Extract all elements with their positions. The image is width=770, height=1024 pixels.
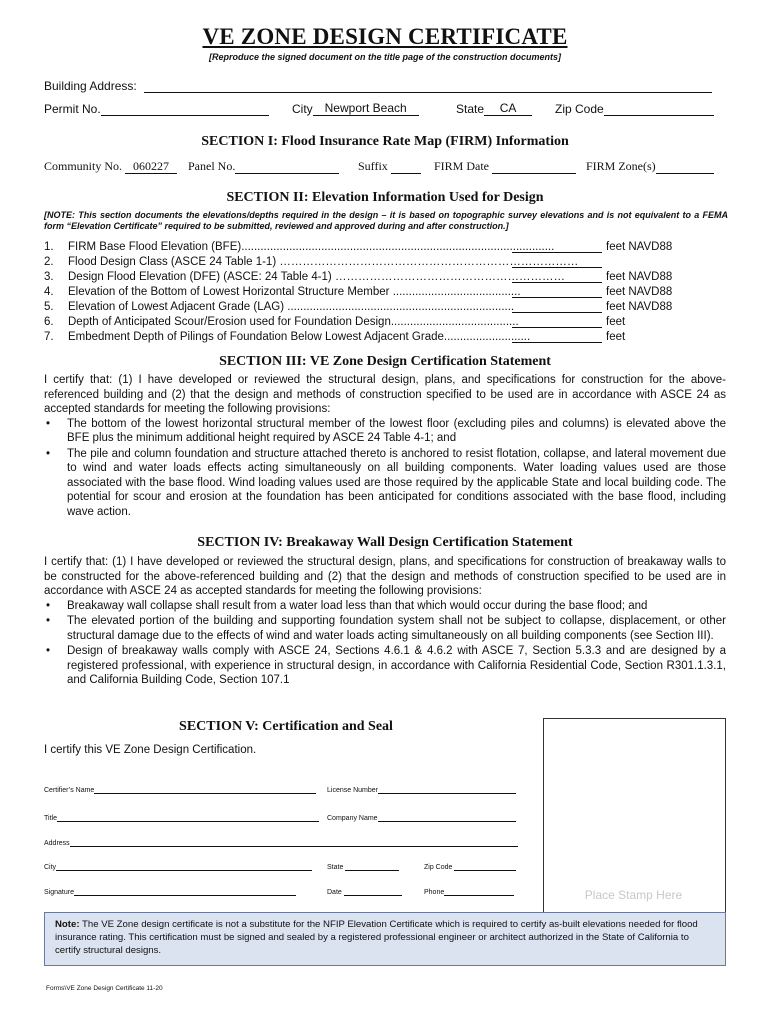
elevation-item-unit: feet NAVD88 <box>606 286 673 298</box>
bullet-icon: • <box>46 447 51 460</box>
footer-form-id: Forms\VE Zone Design Certificate 11-20 <box>46 985 163 992</box>
bullet-icon: • <box>46 417 51 430</box>
elevation-item-field[interactable] <box>512 285 602 298</box>
section-1-heading: SECTION I: Flood Insurance Rate Map (FIRM) Information <box>201 134 569 149</box>
elevation-item-unit: feet NAVD88 <box>606 241 673 253</box>
panel-field[interactable] <box>235 161 339 174</box>
section-3-body <box>44 373 726 519</box>
elevation-item-field[interactable] <box>512 330 602 343</box>
phone-row <box>424 886 514 896</box>
zip-label: Zip Code <box>555 102 604 116</box>
document-subtitle: [Reproduce the signed document on the title page of the construction documents] <box>208 52 561 62</box>
list-item <box>44 599 726 614</box>
firm-date-field[interactable] <box>492 161 576 174</box>
company-label: Company Name <box>327 815 378 822</box>
firm-zone-row <box>586 159 714 174</box>
phone-field[interactable] <box>444 886 514 896</box>
building-address-field[interactable] <box>144 80 712 93</box>
note-box <box>44 912 726 966</box>
certifier-name-field[interactable] <box>94 784 316 794</box>
cert-state-label: State <box>327 864 344 871</box>
firm-zone-label: FIRM Zone(s) <box>586 159 656 173</box>
elevation-item-number: 3. <box>44 271 54 283</box>
bullet-icon: • <box>46 599 51 612</box>
title-label: Title <box>44 815 57 822</box>
date-label: Date <box>327 889 342 896</box>
list-item-text: Design of breakaway walls comply with ASCE 24, Sections 4.6.1 & 4.6.2 with ASCE 7, Section 5.3.3 and are designed by a registered professional, with experience in structural design, in accordance with California Residential Code, Section R301.1.3.1, and California Building Code, Section 107.1 <box>67 645 726 686</box>
elevation-item-label: Elevation of the Bottom of Lowest Horizontal Structure Member ........................................ <box>68 286 521 298</box>
city-label: City <box>292 102 313 116</box>
city-field[interactable]: Newport Beach <box>313 102 419 116</box>
list-item-text: Breakaway wall collapse shall result from a water load less than that which would occur during the base flood; and <box>67 599 648 612</box>
list-item <box>44 447 726 520</box>
title-field[interactable] <box>57 812 319 822</box>
panel-label: Panel No. <box>188 159 236 173</box>
building-address-row <box>44 79 712 93</box>
section-5-heading: SECTION V: Certification and Seal <box>179 719 393 734</box>
elevation-item-number: 1. <box>44 241 54 253</box>
list-item-text: The pile and column foundation and structure attached thereto is anchored to resist flotation, collapse, and lateral movement due to wind and water loads effects acting simultaneously on all building components. Water loading values used are those associated with the base flood. Wind loading values used are those required by the applicable State and local building code. The potential for scour and erosion at the foundation has been anticipated for conditions associated with the base flood, including wave action. <box>67 447 726 518</box>
date-row <box>327 886 402 896</box>
elevation-item-label: FIRM Base Flood Elevation (BFE).................................................................................................. <box>68 241 555 253</box>
elevation-item <box>44 330 734 343</box>
elevation-item-label: Embedment Depth of Pilings of Foundation Below Lowest Adjacent Grade........................... <box>68 331 531 343</box>
section-4-heading: SECTION IV: Breakaway Wall Design Certification Statement <box>197 535 573 550</box>
elevation-item-number: 7. <box>44 331 54 343</box>
signature-row <box>44 886 296 896</box>
elevation-item <box>44 285 734 298</box>
panel-row <box>188 159 339 174</box>
elevation-item <box>44 255 734 268</box>
permit-field[interactable] <box>101 103 269 116</box>
elevation-item-label: Flood Design Class (ASCE 24 Table 1-1) …………………………………………………………………… <box>68 256 579 268</box>
suffix-field[interactable] <box>391 161 421 174</box>
certifier-name-row <box>44 784 316 794</box>
elevation-item-field[interactable] <box>512 270 602 283</box>
suffix-row <box>358 159 421 174</box>
signature-label: Signature <box>44 889 74 896</box>
community-field[interactable]: 060227 <box>125 160 177 174</box>
elevation-item-unit: feet NAVD88 <box>606 301 673 313</box>
state-row <box>456 102 532 116</box>
permit-label: Permit No. <box>44 102 101 116</box>
elevation-item-field[interactable] <box>512 240 602 253</box>
zip-row <box>555 102 714 116</box>
elevation-item-unit: feet <box>606 331 626 343</box>
elevation-item <box>44 300 734 313</box>
list-item-text: The elevated portion of the building and supporting foundation system shall not be subject to collapse, displacement, or other structural damage due to the effects of wind and water loads acting simultaneously on all building components (see Section III). <box>67 615 726 642</box>
section-4-intro: I certify that: (1) I have developed or reviewed the structural design, plans, and specifications for construction of breakaway walls to be constructed for the above-referenced building and (2) that the design and methods of construction specified to be used are in accordance with ASCE 24 as accepted standards for meeting the following provisions: <box>44 556 726 597</box>
elevation-item-number: 2. <box>44 256 54 268</box>
certifier-name-label: Certifier’s Name <box>44 787 95 794</box>
license-label: License Number <box>327 787 378 794</box>
section-4-body <box>44 555 726 688</box>
elevation-item <box>44 315 734 328</box>
list-item <box>44 644 726 688</box>
date-field[interactable] <box>344 886 402 896</box>
firm-date-row <box>434 159 576 174</box>
permit-row <box>44 102 269 116</box>
building-address-label: Building Address: <box>44 79 137 93</box>
elevation-item-label: Depth of Anticipated Scour/Erosion used for Foundation Design........................................ <box>68 316 519 328</box>
address-label: Address <box>44 840 70 847</box>
section-5-statement: I certify this VE Zone Design Certification. <box>44 744 257 756</box>
elevation-item-label: Elevation of Lowest Adjacent Grade (LAG) ....................................................................... <box>68 301 515 313</box>
stamp-placeholder: Place Stamp Here <box>584 888 683 902</box>
suffix-label: Suffix <box>358 159 388 173</box>
bullet-icon: • <box>46 615 51 627</box>
community-label: Community No. <box>44 159 123 173</box>
phone-label: Phone <box>424 889 445 896</box>
license-field[interactable] <box>378 784 516 794</box>
city-row <box>292 102 419 116</box>
elevation-item-field[interactable] <box>512 315 602 328</box>
address-field[interactable] <box>70 837 518 847</box>
list-item <box>44 417 726 446</box>
elevation-item-number: 4. <box>44 286 54 298</box>
title-row <box>44 812 319 822</box>
bullet-icon: • <box>46 645 51 657</box>
section-3-heading: SECTION III: VE Zone Design Certification Statement <box>219 354 551 369</box>
cert-city-field[interactable] <box>56 861 312 871</box>
company-row <box>327 812 516 822</box>
elevation-item-number: 5. <box>44 301 54 313</box>
section-3-intro: I certify that: (1) I have developed or reviewed the structural design, plans, and specifications for construction for the above-referenced building and (2) that the design and methods of construction specified to be used are in accordance with ASCE 24 as accepted standards for meeting the following provisions: <box>44 374 726 415</box>
elevation-item <box>44 270 734 283</box>
elevation-item-unit: feet <box>606 316 626 328</box>
cert-zip-label: Zip Code <box>424 864 453 871</box>
section-2-heading: SECTION II: Elevation Information Used for Design <box>226 190 544 205</box>
cert-city-row <box>44 861 312 871</box>
document-title: VE ZONE DESIGN CERTIFICATE <box>202 24 568 49</box>
state-label: State <box>456 102 485 116</box>
list-item-text: The bottom of the lowest horizontal structural member of the lowest floor (excluding piles and columns) is elevated above the BFE plus the minimum additional height required by ASCE 24 Table 4-1; and <box>67 417 726 444</box>
firm-zone-field[interactable] <box>656 161 714 174</box>
address-row <box>44 837 518 847</box>
signature-field[interactable] <box>74 886 296 896</box>
note-text: The VE Zone design certificate is not a substitute for the NFIP Elevation Certificate which is required to certify as-built elevations needed for flood insurance rating. This certification must be signed and sealed by a registered professional engineer or architect authorized in the State of California to certify structural designs. <box>55 919 698 956</box>
elevation-item-field[interactable] <box>512 255 602 268</box>
note-label: Note: <box>55 919 80 930</box>
stamp-box[interactable] <box>543 718 726 914</box>
cert-state-row <box>327 861 399 871</box>
list-item <box>44 614 726 643</box>
community-row <box>44 159 177 174</box>
cert-zip-row <box>424 861 516 871</box>
company-field[interactable] <box>378 812 516 822</box>
elevation-item-label: Design Flood Elevation (DFE) (ASCE: 24 Table 4-1) …………………………………………………… <box>68 271 565 283</box>
elevation-item <box>44 240 734 253</box>
cert-state-field[interactable] <box>345 861 399 871</box>
cert-zip-field[interactable] <box>454 861 516 871</box>
elevation-item-field[interactable] <box>512 300 602 313</box>
zip-field[interactable] <box>604 103 714 116</box>
license-row <box>327 784 516 794</box>
elevation-item-unit: feet NAVD88 <box>606 271 673 283</box>
elevation-item-number: 6. <box>44 316 54 328</box>
cert-city-label: City <box>44 864 57 871</box>
firm-date-label: FIRM Date <box>434 159 489 173</box>
state-field[interactable]: CA <box>484 102 532 116</box>
section-2-note: [NOTE: This section documents the elevations/depths required in the design – it is based on topographic survey elevations and is not equivalent to a FEMA form “Elevation Certificate” required to be submitted, reviewed and approved during and after construction.] <box>44 210 728 231</box>
